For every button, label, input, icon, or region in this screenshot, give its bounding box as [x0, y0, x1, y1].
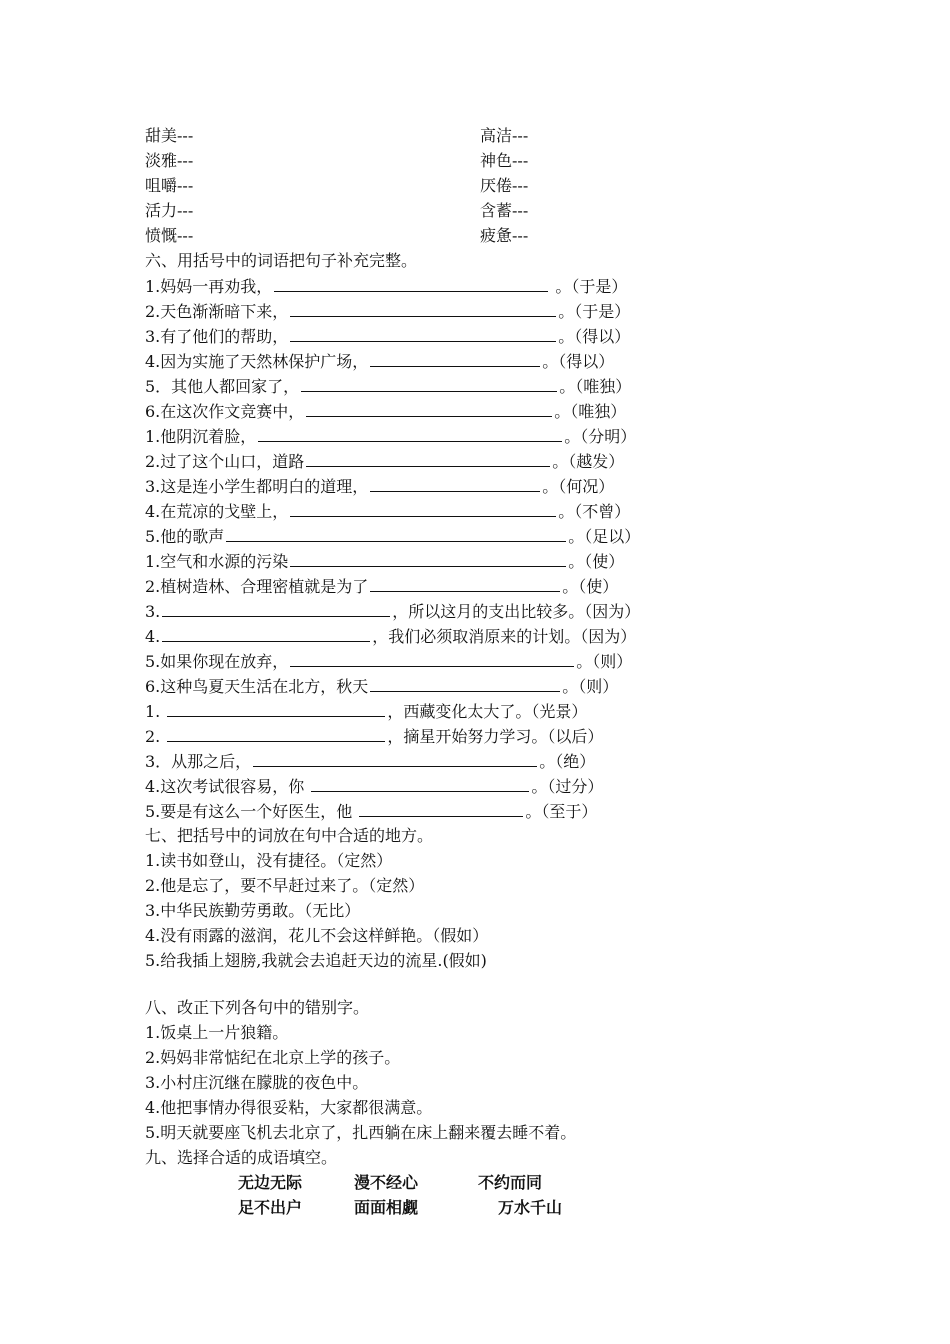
s6-item-10-blank[interactable]	[290, 499, 556, 517]
s6-item-7-pre: 1.他阴沉着脸，	[145, 427, 257, 446]
pair-right-5: 疲惫---	[480, 226, 529, 245]
s6-item-20-blank[interactable]	[253, 749, 537, 767]
s7-item-4: 4.没有雨露的滋润，花儿不会这样鲜艳。（假如）	[145, 926, 489, 945]
s6-item-20-pre: 3．从那之后，	[145, 752, 252, 771]
pair-left-1: 甜美---	[145, 126, 194, 145]
s6-item-14-pre: 3.	[145, 602, 161, 621]
s6-item-11	[145, 524, 640, 548]
pair-left-3: 咀嚼---	[145, 176, 194, 195]
s6-item-17-post: 。（则）	[562, 677, 619, 696]
s8-item-2: 2.妈妈非常惦纪在北京上学的孩子。	[145, 1048, 401, 1067]
idiom-row-1	[0, 1170, 950, 1196]
s6-item-12-post: 。（使）	[568, 552, 625, 571]
section9-title: 九、选择合适的成语填空。	[145, 1148, 338, 1167]
s6-item-8-pre: 2.过了这个山口，道路	[145, 452, 305, 471]
idiom-4: 足不出户	[238, 1198, 303, 1217]
idiom-3: 不约而同	[478, 1173, 543, 1192]
s6-item-21-post: 。（过分）	[531, 777, 604, 796]
s6-item-20	[145, 749, 595, 773]
s6-item-9-pre: 3.这是连小学生都明白的道理，	[145, 477, 369, 496]
s7-item-5: 5.给我插上翅膀,我就会去追赶天边的流星.(假如)	[145, 951, 487, 970]
s6-item-13-blank[interactable]	[370, 574, 560, 592]
s8-item-5: 5.明天就要座飞机去北京了，扎西躺在床上翻来覆去睡不着。	[145, 1123, 577, 1142]
s6-item-18-pre: 1.	[145, 702, 166, 721]
s6-item-16-pre: 5.如果你现在放弃，	[145, 652, 289, 671]
s6-item-15	[145, 624, 636, 648]
s6-item-21-blank[interactable]	[311, 774, 529, 792]
s6-item-18	[145, 699, 587, 723]
s6-item-14	[145, 599, 640, 623]
s6-item-11-pre: 5.他的歌声	[145, 527, 225, 546]
s6-item-3-pre: 3.有了他们的帮助，	[145, 327, 289, 346]
s6-item-1-blank[interactable]	[274, 274, 548, 292]
s6-item-16-post: 。（则）	[576, 652, 633, 671]
s6-item-6-post: 。（唯独）	[554, 402, 627, 421]
s6-item-19	[145, 724, 603, 748]
s6-item-3-post: 。（得以）	[558, 327, 631, 346]
s6-item-5-pre: 5．其他人都回家了，	[145, 377, 300, 396]
s6-item-5-post: 。（唯独）	[559, 377, 632, 396]
s6-item-11-blank[interactable]	[226, 524, 566, 542]
s6-item-12-blank[interactable]	[290, 549, 566, 567]
s8-item-4: 4.他把事情办得很妥粘，大家都很满意。	[145, 1098, 433, 1117]
s6-item-2-blank[interactable]	[290, 299, 556, 317]
s6-item-8-blank[interactable]	[306, 449, 550, 467]
pair-left-4: 活力---	[145, 201, 194, 220]
s6-item-5	[145, 374, 631, 398]
s6-item-1	[145, 274, 627, 298]
s6-item-6	[145, 399, 626, 423]
s6-item-10-post: 。（不曾）	[558, 502, 631, 521]
s6-item-11-post: 。（足以）	[568, 527, 641, 546]
s6-item-13-post: 。（使）	[562, 577, 619, 596]
s6-item-7	[145, 424, 636, 448]
s6-item-9	[145, 474, 614, 498]
s7-item-3: 3.中华民族勤劳勇敢。（无比）	[145, 901, 361, 920]
s6-item-22-blank[interactable]	[359, 799, 523, 817]
pair-right-3: 厌倦---	[480, 176, 529, 195]
s7-item-2: 2.他是忘了，要不早赶过来了。（定然）	[145, 876, 425, 895]
s8-item-1: 1.饭桌上一片狼籍。	[145, 1023, 289, 1042]
pair-right-2: 神色---	[480, 151, 529, 170]
s6-item-22	[145, 799, 597, 823]
idiom-row-2	[0, 1195, 950, 1221]
s6-item-12	[145, 549, 624, 573]
pair-left-5: 愤慨---	[145, 226, 194, 245]
section8-title: 八、改正下列各句中的错别字。	[145, 998, 370, 1017]
idiom-6: 万水千山	[498, 1198, 563, 1217]
s6-item-19-pre: 2.	[145, 727, 166, 746]
s6-item-15-post: ，我们必须取消原来的计划。（因为）	[372, 627, 637, 646]
s6-item-13	[145, 574, 618, 598]
s6-item-2-pre: 2.天色渐渐暗下来，	[145, 302, 289, 321]
pair-right-4: 含蓄---	[480, 201, 529, 220]
s6-item-16	[145, 649, 632, 673]
s6-item-18-blank[interactable]	[167, 699, 385, 717]
s6-item-14-blank[interactable]	[162, 599, 390, 617]
s6-item-4-post: 。（得以）	[542, 352, 615, 371]
idiom-5: 面面相觑	[354, 1198, 419, 1217]
s6-item-17-pre: 6.这种鸟夏天生活在北方，秋天	[145, 677, 369, 696]
section6-title: 六、用括号中的词语把句子补充完整。	[145, 251, 418, 270]
s6-item-2	[145, 299, 630, 323]
pair-left-2: 淡雅---	[145, 151, 194, 170]
s6-item-19-blank[interactable]	[167, 724, 385, 742]
s8-item-3: 3.小村庄沉继在朦胧的夜色中。	[145, 1073, 369, 1092]
s6-item-4-blank[interactable]	[370, 349, 540, 367]
s6-item-8-post: 。（越发）	[552, 452, 625, 471]
s6-item-19-post: ，摘星开始努力学习。（以后）	[387, 727, 604, 746]
s6-item-10	[145, 499, 630, 523]
s6-item-9-blank[interactable]	[370, 474, 540, 492]
s6-item-4	[145, 349, 614, 373]
s6-item-15-blank[interactable]	[162, 624, 370, 642]
s6-item-6-pre: 6.在这次作文竞赛中，	[145, 402, 305, 421]
s6-item-12-pre: 1.空气和水源的污染	[145, 552, 289, 571]
s7-item-1: 1.读书如登山，没有捷径。（定然）	[145, 851, 393, 870]
s6-item-8	[145, 449, 624, 473]
s6-item-15-pre: 4.	[145, 627, 161, 646]
s6-item-10-pre: 4.在荒凉的戈壁上，	[145, 502, 289, 521]
s6-item-6-blank[interactable]	[306, 399, 552, 417]
s6-item-3-blank[interactable]	[290, 324, 556, 342]
s6-item-17-blank[interactable]	[370, 674, 560, 692]
s6-item-5-blank[interactable]	[301, 374, 557, 392]
s6-item-2-post: 。（于是）	[558, 302, 631, 321]
s6-item-7-blank[interactable]	[258, 424, 562, 442]
s6-item-17	[145, 674, 618, 698]
idiom-1: 无边无际	[238, 1173, 303, 1192]
s6-item-13-pre: 2.植树造林、合理密植就是为了	[145, 577, 369, 596]
s6-item-22-pre: 5.要是有这么一个好医生，他	[145, 802, 358, 821]
s6-item-3	[145, 324, 630, 348]
s6-item-18-post: ，西藏变化太大了。（光景）	[387, 702, 588, 721]
s6-item-9-post: 。（何况）	[542, 477, 615, 496]
s6-item-16-blank[interactable]	[290, 649, 574, 667]
s6-item-21	[145, 774, 603, 798]
s6-item-1-post: 。（于是）	[550, 277, 628, 296]
s6-item-14-post: ，所以这月的支出比较多。（因为）	[392, 602, 641, 621]
idiom-2: 漫不经心	[354, 1173, 419, 1192]
s6-item-22-post: 。（至于）	[525, 802, 598, 821]
s6-item-20-post: 。（绝）	[539, 752, 596, 771]
s6-item-4-pre: 4.因为实施了天然林保护广场，	[145, 352, 369, 371]
section7-title: 七、把括号中的词放在句中合适的地方。	[145, 826, 434, 845]
pair-right-1: 高洁---	[480, 126, 529, 145]
s6-item-7-post: 。（分明）	[564, 427, 637, 446]
s6-item-21-pre: 4.这次考试很容易，你	[145, 777, 310, 796]
s6-item-1-pre: 1.妈妈一再劝我，	[145, 277, 273, 296]
